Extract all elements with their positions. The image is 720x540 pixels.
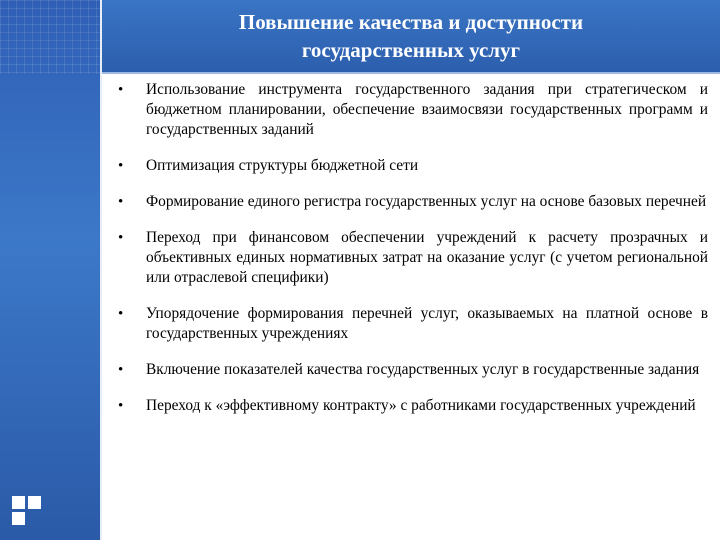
page-title-line-2: государственных услуг xyxy=(301,38,521,62)
slide-header xyxy=(102,0,720,72)
squares-logo-icon xyxy=(12,496,42,526)
page-title-line-1: Повышение качества и доступности xyxy=(238,10,584,34)
bullet-icon: • xyxy=(118,306,124,322)
header-underline xyxy=(102,72,720,74)
logo-square xyxy=(12,512,25,525)
list-item xyxy=(118,304,708,344)
bullet-icon: • xyxy=(118,82,124,98)
bullet-icon: • xyxy=(118,158,124,174)
bullet-icon: • xyxy=(118,230,124,246)
logo-square xyxy=(28,496,41,509)
bullet-icon: • xyxy=(118,194,124,210)
band-divider xyxy=(100,0,102,540)
list-item xyxy=(118,360,708,380)
list-item-text: Упорядочение формирования перечней услуг, оказываемых на платной основе в государственных учреждениях xyxy=(146,305,708,342)
list-item xyxy=(118,156,708,176)
left-decorative-band xyxy=(0,0,100,540)
list-item-text: Оптимизация структуры бюджетной сети xyxy=(146,157,419,174)
bullet-icon: • xyxy=(118,398,124,414)
list-item-text: Формирование единого регистра государственных услуг на основе базовых перечней xyxy=(146,193,707,210)
list-item xyxy=(118,192,708,212)
list-item-text: Использование инструмента государственного задания при стратегическом и бюджетном планировании, обеспечение взаимосвязи государственных программ и государственных заданий xyxy=(146,81,708,138)
list-item-text: Включение показателей качества государственных услуг в государственные задания xyxy=(146,361,700,378)
list-item xyxy=(118,228,708,288)
logo-square xyxy=(12,496,25,509)
list-item xyxy=(118,80,708,140)
bullet-icon: • xyxy=(118,362,124,378)
list-item-text: Переход при финансовом обеспечении учреждений к расчету прозрачных и объективных единых нормативных затрат на оказание услуг (с учетом региональной или отраслевой специфики) xyxy=(146,229,708,286)
bullet-list xyxy=(118,80,708,432)
list-item xyxy=(118,396,708,416)
list-item-text: Переход к «эффективному контракту» с работниками государственных учреждений xyxy=(146,397,696,414)
